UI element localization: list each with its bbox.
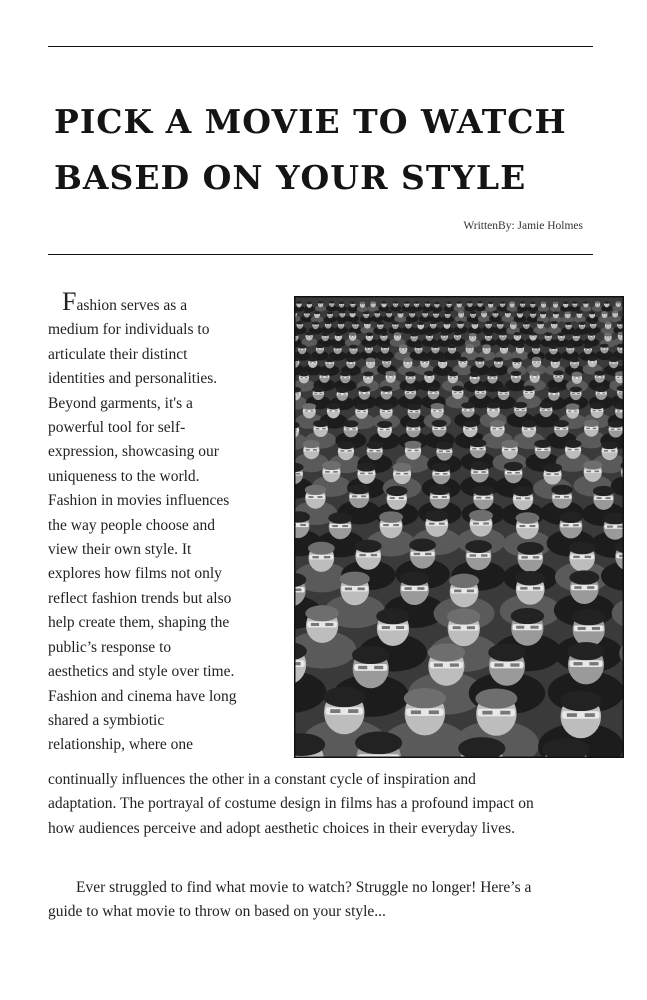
article-title [54,94,614,206]
col-line: identities and personalities. [48,370,218,388]
col-line: Beyond garments, it's a [48,394,193,412]
col-line: articulate their distinct [48,345,188,363]
paragraph-2 [48,876,618,925]
col-line: view their own style. It [48,541,192,559]
col-line: shared a symbiotic [48,711,165,729]
col-line: uniqueness to the world. [48,467,200,485]
col-line: the way people choose and [48,516,215,534]
top-divider [48,46,593,47]
col-line: aesthetics and style over time. [48,663,235,681]
drop-cap: F [62,287,77,316]
full-line: how audiences perceive and adopt aesthetic choices in their everyday lives. [48,819,515,837]
paragraph-1-continued [48,768,618,841]
col-line: relationship, where one [48,736,194,754]
full-line: adaptation. The portrayal of costume design in films has a profound impact on [48,795,534,813]
col-line: medium for individuals to [48,321,210,339]
col-line: public’s response to [48,638,172,656]
col-line: expression, showcasing our [48,443,219,461]
title-line-2: BASED ON YOUR STYLE [54,158,527,197]
paragraph-1-column [48,287,288,758]
col-line: reflect fashion trends but also [48,589,232,607]
col-line: Fashion in movies influences [48,492,230,510]
bottom-divider [48,254,593,255]
full-line: continually influences the other in a constant cycle of inspiration and [48,771,476,788]
col-line: Fashion and cinema have long [48,687,237,705]
col-line: powerful tool for self- [48,419,186,437]
col-line: explores how films not only [48,565,222,583]
full-line: Ever struggled to find what movie to watch? Struggle no longer! Here’s a [76,879,532,896]
full-line: guide to what movie to throw on based on your style... [48,903,386,921]
col-line: ashion serves as a [76,297,188,314]
title-line-1: PICK A MOVIE TO WATCH [54,102,567,141]
col-line: help create them, shaping the [48,614,230,632]
byline: WrittenBy: Jamie Holmes [463,220,583,232]
cinema-audience-photo [294,296,624,758]
